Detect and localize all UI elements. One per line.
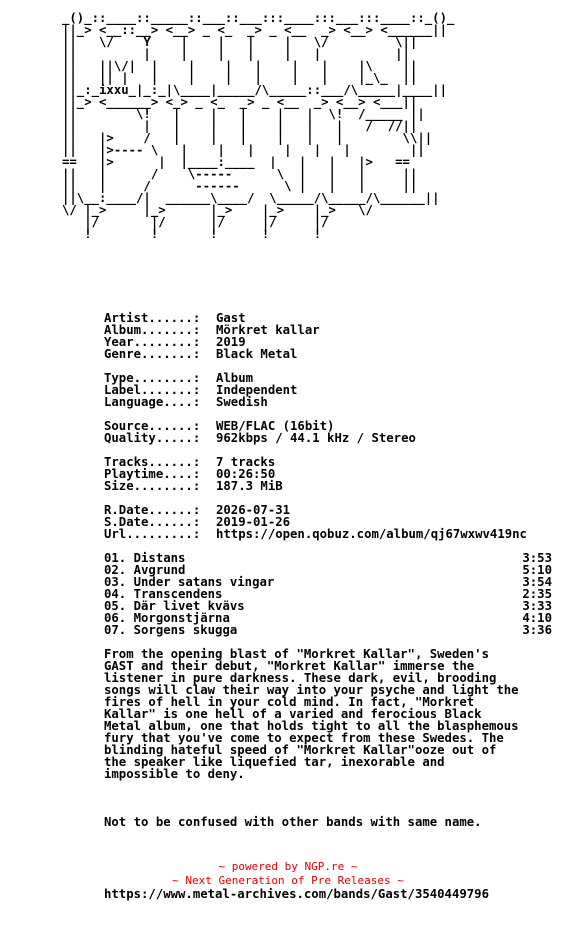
meta-value: 2026-07-31 — [216, 503, 291, 517]
meta-value: WEB/FLAC (16bit) — [216, 419, 335, 433]
ascii-logo — [0, 0, 576, 300]
meta-key: Tracks......: — [104, 455, 201, 469]
ascii-logo-text: _()_::____::_____::___::___:::____:::___:::____::_()_ ||_> <__::__> <__> _ <_ _> _ <__ _> <__> <______|| || \/ Y | | | | \/ \|| || | | | | | | || || ||\/| | | | | | | |\ || || || | | | | | | | |_\_ || ||_:_ixxu_|_:_|\____|_____/\_____::___/\_____|____|| ||_> <______> <_> _ <_ _> _ <__ _> <__> <___|| || \! | | | | | \! /_____ || || | | | | | | | / //|| || |> / | | | | | | \\|| || |>---- \ | | | | | | || == |> | |____:____ | | | |> == || | / \----- \ | | | || || | / ------ \ | | | || ||\__:____/| ______\____/ \_____/\_____/\______|| \/ |_> |_> |_> |_> |_> \/ |/ |/ |/ |/ |/ ! ! ! ! ! — [62, 11, 455, 241]
meta-value: Gast — [216, 311, 246, 325]
meta-value: Mörkret kallar — [216, 323, 320, 337]
release-info — [104, 312, 527, 540]
meta-value: Album — [216, 371, 254, 385]
metal-archives-link[interactable]: https://www.metal-archives.com/bands/Gast/3540449796 — [104, 887, 489, 901]
meta-key: Year........: — [104, 335, 201, 349]
meta-value[interactable]: https://open.qobuz.com/album/qj67wxwv419nc — [216, 527, 527, 541]
footer-powered-by[interactable]: ~ powered by NGP.re ~ — [218, 860, 358, 873]
meta-row — [104, 396, 527, 408]
meta-key: Size........: — [104, 479, 201, 493]
meta-value: Independent — [216, 383, 298, 397]
release-description: From the opening blast of "Morkret Kallar", Sweden's GAST and their debut, "Morkret Kallar" immerse the listener in pure darkness. These dark, evil, brooding songs will claw their way into your psyche and light the fires of hell in your cold mind. In fact, "Morkret Kallar" is one hell of a varied and ferocious Black Metal album, one that holds tight to all the blasphemous fury that you've come to expect from these Swedes. The blinding hateful speed of "Morkret Kallar"ooze out of the speaker like liquefied tar, inexorable and impossible to deny. — [104, 647, 519, 781]
meta-key: Album.......: — [104, 323, 201, 337]
track-duration: 4:10 — [522, 611, 552, 625]
track-title: 02. Avgrund — [104, 563, 186, 577]
track-duration: 3:54 — [522, 575, 552, 589]
meta-key: Artist......: — [104, 311, 201, 325]
meta-key: Quality.....: — [104, 431, 201, 445]
release-notes — [104, 792, 489, 924]
track-duration: 2:35 — [522, 587, 552, 601]
track-duration: 3:36 — [522, 623, 552, 637]
meta-value: 2019 — [216, 335, 246, 349]
meta-value: 2019-01-26 — [216, 515, 291, 529]
track-row — [104, 624, 552, 636]
meta-value: Swedish — [216, 395, 268, 409]
tracklist — [104, 552, 552, 636]
meta-key: S.Date......: — [104, 515, 201, 529]
track-title: 01. Distans — [104, 551, 186, 565]
meta-row — [104, 348, 527, 360]
meta-row — [104, 528, 527, 540]
meta-key: Source......: — [104, 419, 201, 433]
meta-row — [104, 480, 527, 492]
meta-value: 187.3 MiB — [216, 479, 283, 493]
track-title: 05. Där livet kvävs — [104, 599, 245, 613]
track-title: 06. Morgonstjärna — [104, 611, 230, 625]
meta-key: Type........: — [104, 371, 201, 385]
band-note: Not to be confused with other bands with same name. — [104, 815, 482, 829]
meta-key: Genre.......: — [104, 347, 201, 361]
meta-key: Url.........: — [104, 527, 201, 541]
meta-value: 7 tracks — [216, 455, 276, 469]
track-duration: 3:33 — [522, 599, 552, 613]
track-title: 04. Transcendens — [104, 587, 223, 601]
meta-row — [104, 432, 527, 444]
track-duration: 5:10 — [522, 563, 552, 577]
footer — [0, 860, 576, 888]
footer-tagline: ~ Next Generation of Pre Releases ~ — [172, 874, 404, 887]
meta-value: Black Metal — [216, 347, 298, 361]
meta-value: 00:26:50 — [216, 467, 276, 481]
meta-key: Playtime....: — [104, 467, 201, 481]
meta-key: R.Date......: — [104, 503, 201, 517]
track-duration: 3:53 — [522, 551, 552, 565]
meta-key: Language....: — [104, 395, 201, 409]
meta-value: 962kbps / 44.1 kHz / Stereo — [216, 431, 416, 445]
track-title: 03. Under satans vingar — [104, 575, 275, 589]
meta-key: Label.......: — [104, 383, 201, 397]
track-title: 07. Sorgens skugga — [104, 623, 238, 637]
